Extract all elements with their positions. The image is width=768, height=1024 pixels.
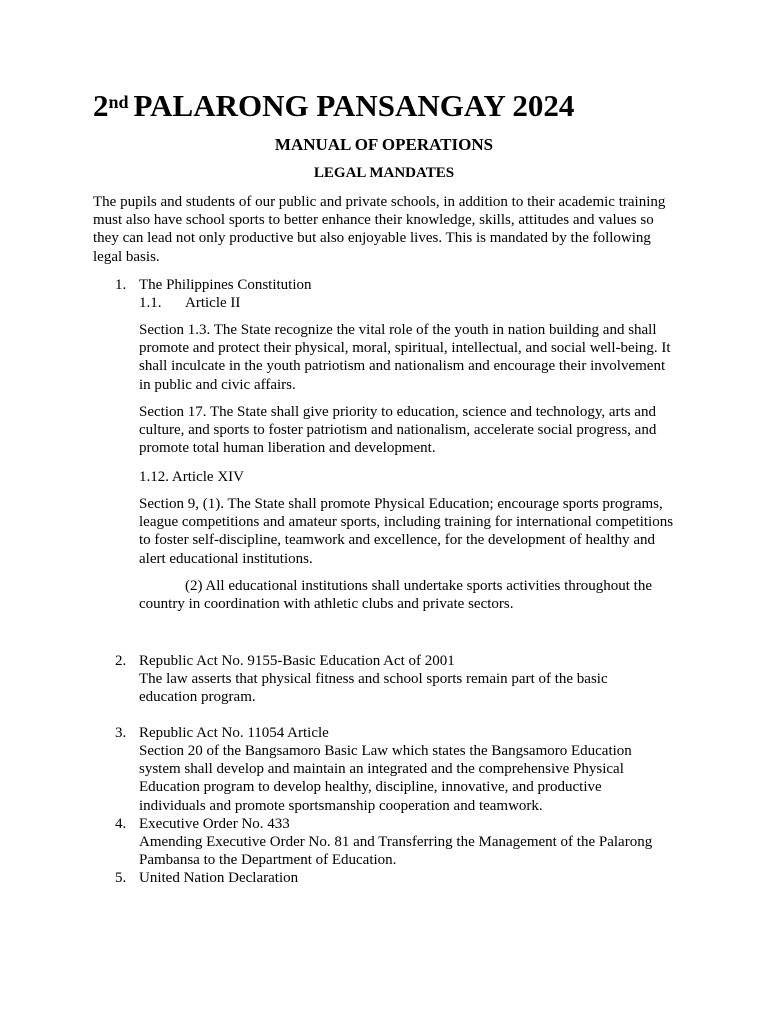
list-item-heading: United Nation Declaration [139, 870, 299, 886]
sub-item-heading: Article II [185, 295, 241, 311]
list-number: 1. [115, 277, 127, 293]
list-number: 5. [115, 870, 127, 886]
section-9-2-paragraph: (2) All educational institutions shall undertake sports activities throughout the country in coordination with athletic clubs and private sectors. [139, 578, 652, 613]
title-ordinal: 2 [93, 88, 109, 123]
section-9-paragraph: Section 9, (1). The State shall promote Physical Education; encourage sports programs, league competitions and amateur sports, including training for international competitions to foster self-discipline, teamwork and excellence, for the development of healthy and alert educational institutions. [139, 496, 674, 567]
list-item-body: Section 20 of the Bangsamoro Basic Law which states the Bangsamoro Education system shall develop and maintain an integrated and the comprehensive Physical Education program to develop healthy, discipline, innovative, and productive individuals and promote sportsmanship cooperation and teamwork. [139, 743, 632, 814]
sub-item-number: 1.1. [139, 295, 162, 311]
title-text: PALARONG PANSANGAY 2024 [133, 88, 575, 123]
list-item-body: The law asserts that physical fitness and school sports remain part of the basic education program. [139, 671, 608, 706]
page-title [93, 86, 574, 126]
list-number: 4. [115, 816, 127, 832]
document-subtitle: MANUAL OF OPERATIONS [274, 135, 494, 154]
list-item-heading: Republic Act No. 9155-Basic Education Act of 2001 [139, 653, 455, 669]
section-heading: LEGAL MANDATES [313, 165, 455, 181]
list-item-heading: The Philippines Constitution [139, 277, 312, 293]
sub-item-heading: 1.12. Article XIV [139, 469, 244, 485]
list-item-heading: Executive Order No. 433 [139, 816, 290, 832]
list-item-heading: Republic Act No. 11054 Article [139, 725, 329, 741]
list-item-body: Amending Executive Order No. 81 and Transferring the Management of the Palarong Pambansa to the Department of Education. [139, 834, 653, 869]
section-1-3-paragraph: Section 1.3. The State recognize the vital role of the youth in nation building and shall promote and protect their physical, moral, spiritual, intellectual, and social well-being. It shall inculcate in the youth patriotism and nationalism and encourage their involvement in public and civic affairs. [139, 322, 671, 393]
title-ordinal-suffix: nd [108, 92, 129, 112]
intro-paragraph: The pupils and students of our public and private schools, in addition to their academic training must also have school sports to better enhance their knowledge, skills, attitudes and values so they can lead not only productive but also enjoyable lives. This is mandated by the following legal basis. [93, 194, 666, 265]
list-number: 3. [115, 725, 127, 741]
list-number: 2. [115, 653, 127, 669]
section-17-paragraph: Section 17. The State shall give priority to education, science and technology, arts and culture, and sports to foster patriotism and nationalism, accelerate social progress, and promote total human liberation and development. [139, 404, 657, 457]
